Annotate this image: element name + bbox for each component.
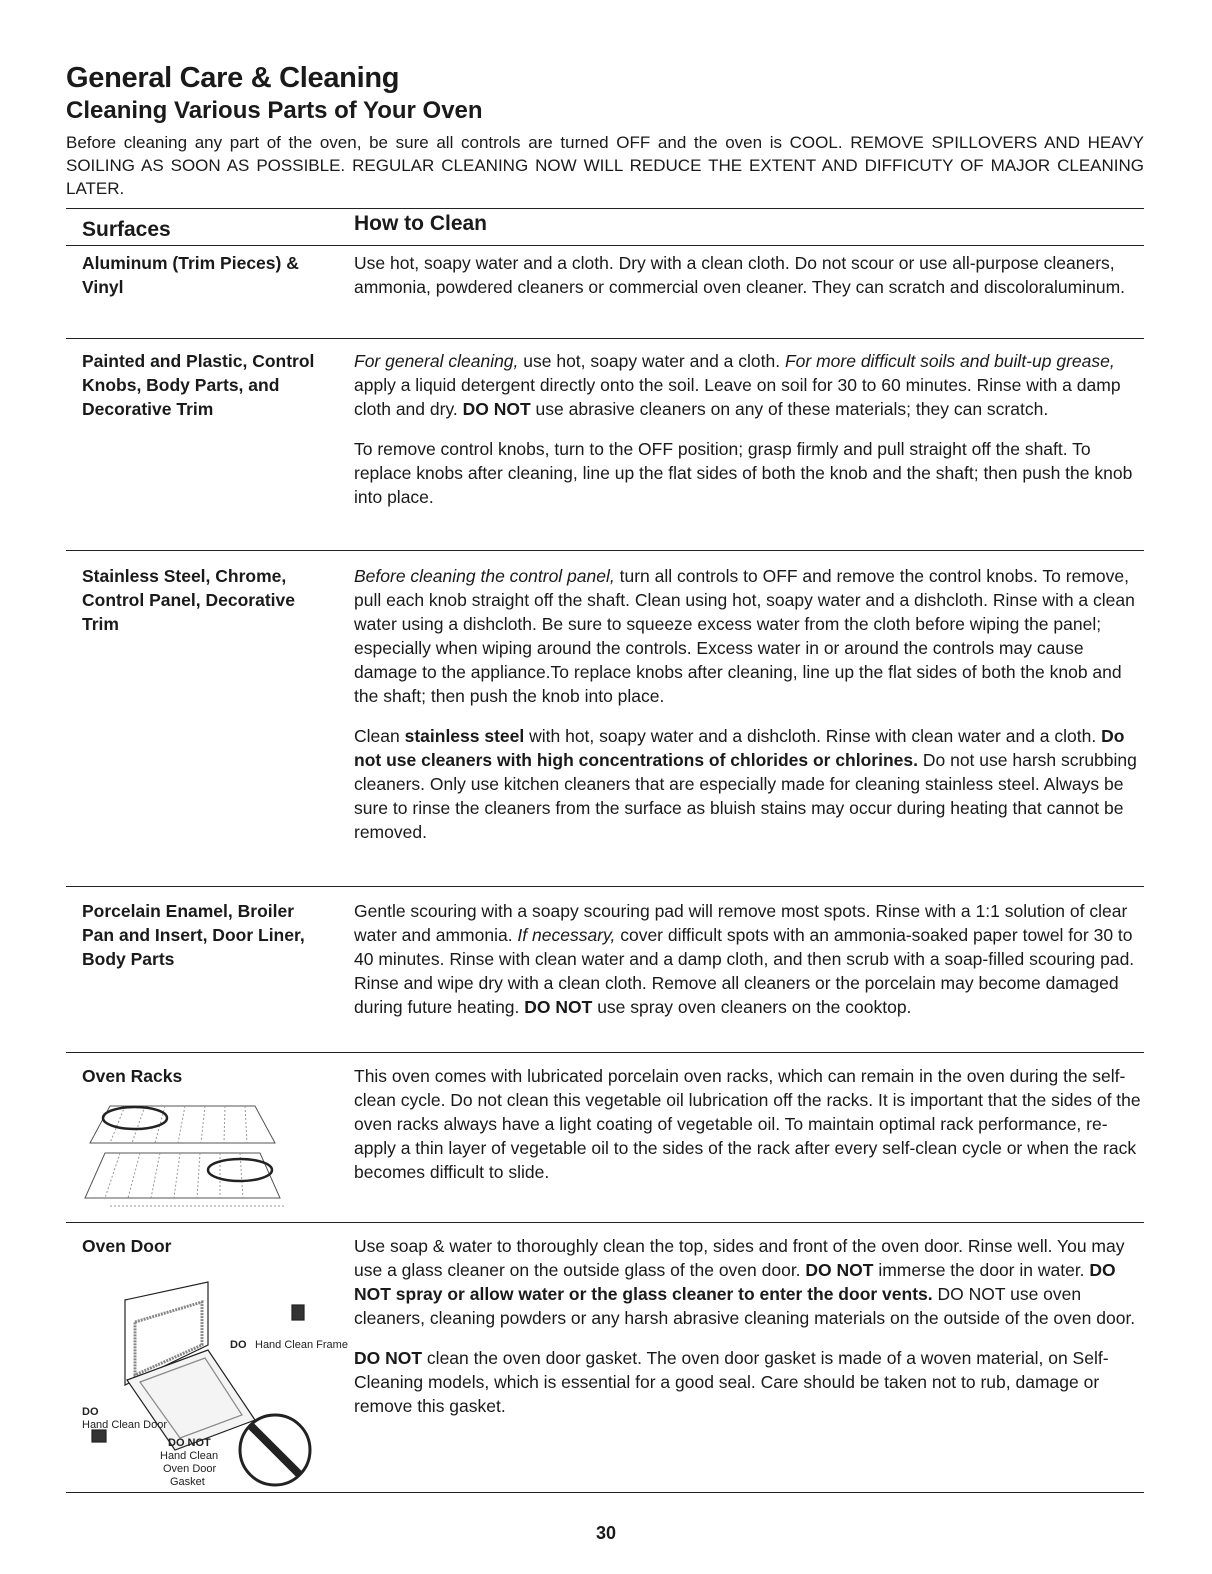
svg-text:Hand Clean [160, 1450, 218, 1462]
text: clean the oven door gasket. The oven door gasket is made of a woven material, on Self-Cleaning models, which is essential for a good seal. Care should be taken not to rub, damage or remove this gasket. [354, 1348, 1109, 1416]
surface-name: Stainless Steel, Chrome, Control Panel, Decorative Trim [82, 566, 295, 634]
bold-text: DO NOT [354, 1348, 423, 1368]
svg-text:DO [82, 1406, 99, 1418]
page-number: 30 [595, 1523, 617, 1543]
door-label: Hand Clean Door [82, 1419, 167, 1431]
svg-text:DO [230, 1339, 247, 1351]
cleaning-instructions [354, 899, 1144, 1035]
surface-name: Aluminum (Trim Pieces) & Vinyl [82, 253, 299, 297]
svg-text:Gasket [170, 1476, 205, 1488]
cleaning-instructions [354, 564, 1144, 860]
instruction-paragraph [354, 724, 1144, 844]
page-title: General Care & Cleaning [66, 62, 400, 94]
text: To remove control knobs, turn to the OFF position; grasp firmly and pull straight off the shaft. To replace knobs after cleaning, line up the flat sides of both the knob and the shaft; then push the knob into place. [354, 439, 1133, 507]
text: apply a liquid detergent directly onto the soil. Leave on soil for 30 to 60 minutes. Rinse with a damp cloth and dry. [354, 375, 1121, 419]
instruction-paragraph [354, 437, 1144, 509]
italic-text: Before cleaning the control panel, [354, 566, 615, 586]
bold-text: DO NOT [462, 399, 531, 419]
intro-text: Before cleaning any part of the oven, be sure all controls are turned OFF and the oven is COOL. REMOVE SPILLOVERS AND HEAVY SOILING AS SOON AS POSSIBLE. REGULAR CLEANING NOW WILL REDUCE THE EXTENT AND DIFFICUTY OF MAJOR CLEANING LATER. [66, 133, 1144, 198]
oven-racks-illustration [80, 1098, 290, 1213]
svg-text:Hand Clean Door [82, 1419, 167, 1431]
text: turn all controls to OFF and remove the control knobs. To remove, pull each knob straight off the shaft. Clean using hot, soapy water and a dishcloth. Rinse with a clean water using a dishcloth. Be sure to squeeze excess water from the cloth before wiping the panel; especially when wiping around the controls. Excess water in or around the controls may cause damage to the appliance.To replace knobs after cleaning, line up the flat sides of both the knob and the shaft; then push the knob into place. [354, 566, 1135, 706]
bold-text: Do not use cleaners with high concentrations of chlorides or chlorines. [354, 726, 1125, 770]
instruction-paragraph [354, 251, 1144, 299]
surface-name: Painted and Plastic, Control Knobs, Body Parts, and Decorative Trim [82, 351, 315, 419]
text: Use hot, soapy water and a cloth. Dry with a clean cloth. Do not scour or use all-purpose cleaners, ammonia, powdered cleaners or commercial oven cleaner. They can scratch and discoloraluminum. [354, 253, 1126, 297]
instruction-paragraph [354, 1064, 1144, 1184]
cleaning-instructions [354, 349, 1144, 525]
divider [66, 1052, 1144, 1053]
text: immerse the door in water. [873, 1260, 1090, 1280]
surface-name: Oven Door [82, 1236, 172, 1256]
bold-text: DO NOT [524, 997, 593, 1017]
frame-label-bold: DO [230, 1339, 247, 1351]
bold-text: DO NOT [805, 1260, 874, 1280]
gasket-label-3: Gasket [170, 1476, 205, 1488]
instruction-paragraph [354, 1346, 1144, 1418]
instruction-paragraph [354, 564, 1144, 708]
column-header-surfaces: Surfaces [82, 218, 171, 241]
divider [66, 245, 1144, 246]
gasket-label-bold: DO NOT [168, 1437, 211, 1449]
instruction-paragraph [354, 1234, 1144, 1330]
cleaning-instructions [354, 1234, 1144, 1434]
text: Do not use harsh scrubbing cleaners. Only use kitchen cleaners that are especially made for cleaning stainless steel. Always be sure to rinse the cleaners from the surface as bluish stains may occur during heating that cannot be removed. [354, 750, 1137, 842]
column-header-how-to-clean: How to Clean [354, 212, 488, 235]
gasket-label-2: Oven Door [163, 1463, 217, 1475]
text: with hot, soapy water and a dishcloth. Rinse with clean water and a cloth. [524, 726, 1102, 746]
oven-door-illustration [70, 1260, 348, 1490]
instruction-paragraph [354, 899, 1144, 1019]
divider [66, 1492, 1144, 1493]
text: use spray oven cleaners on the cooktop. [592, 997, 912, 1017]
divider [66, 886, 1144, 887]
section-title: Cleaning Various Parts of Your Oven [66, 97, 483, 124]
frame-label: Hand Clean Frame [255, 1339, 348, 1351]
italic-text: For more difficult soils and built-up grease, [784, 351, 1115, 371]
svg-text:Oven Door [163, 1463, 217, 1475]
gasket-label-1: Hand Clean [160, 1450, 219, 1462]
text: Clean [354, 726, 405, 746]
bold-text: stainless steel [404, 726, 525, 746]
svg-text:DO NOT [168, 1437, 211, 1449]
divider [66, 208, 1144, 209]
svg-text:Hand Clean Frame [255, 1339, 348, 1351]
text: use hot, soapy water and a cloth. [518, 351, 785, 371]
text: This oven comes with lubricated porcelain oven racks, which can remain in the oven during the self-clean cycle. Do not clean this vegetable oil lubrication off the racks. It is important that the sides of the oven racks always have a light coating of vegetable oil. To maintain optimal rack performance, re-apply a thin layer of vegetable oil to the sides of the rack after every self-clean cycle or when the rack becomes difficult to slide. [354, 1066, 1141, 1182]
cleaning-instructions [354, 1064, 1144, 1200]
instruction-paragraph [354, 349, 1144, 421]
italic-text: If necessary, [517, 925, 616, 945]
door-label-bold: DO [82, 1406, 99, 1418]
divider [66, 338, 1144, 339]
cleaning-instructions [354, 251, 1144, 315]
text: Gentle scouring with a soapy scouring pad will remove most spots. Rinse with a 1:1 solution of clear water and ammonia. [354, 901, 1128, 945]
text: Use soap & water to thoroughly clean the top, sides and front of the oven door. Rinse well. You may use a glass cleaner on the outside glass of the oven door. [354, 1236, 1125, 1280]
surface-name: Porcelain Enamel, Broiler Pan and Insert, Door Liner, Body Parts [82, 901, 305, 969]
italic-text: For general cleaning, [354, 351, 519, 371]
text: use abrasive cleaners on any of these materials; they can scratch. [530, 399, 1049, 419]
text: DO NOT use oven cleaners, cleaning powders or any harsh abrasive cleaning materials on the outside of the oven door. [354, 1284, 1136, 1328]
text: cover difficult spots with an ammonia-soaked paper towel for 30 to 40 minutes. Rinse with clean water and a damp cloth, and then scrub with a soap-filled scouring pad. Rinse and wipe dry with a clean cloth. Remove all cleaners or the porcelain may become damaged during future heating. [354, 925, 1135, 1017]
surface-name: Oven Racks [82, 1066, 183, 1086]
divider [66, 1222, 1144, 1223]
bold-text: DO NOT spray or allow water or the glass cleaner to enter the door vents. [354, 1260, 1116, 1304]
divider [66, 550, 1144, 551]
